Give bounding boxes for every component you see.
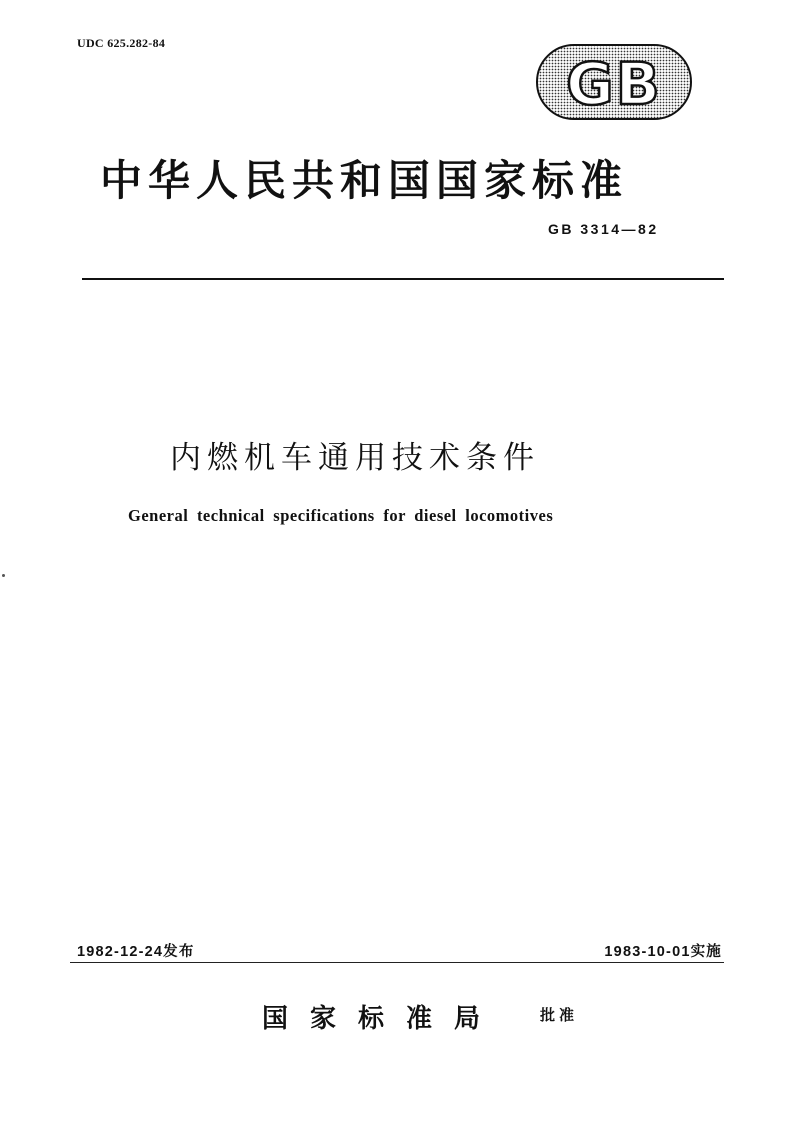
standard-number: GB 3314—82	[548, 221, 659, 237]
header-rule	[82, 278, 724, 280]
footer-rule	[70, 962, 724, 963]
gb-logo-text: GB	[566, 50, 662, 118]
issue-date: 1982-12-24发布	[77, 944, 195, 960]
implementation-date: 1983-10-01实施	[604, 944, 722, 960]
document-title-en: General technical specifications for diesel locomotives	[128, 506, 554, 525]
scan-mark	[2, 574, 5, 577]
national-standard-title: 中华人民共和国国家标准	[100, 156, 629, 205]
approval-label: 批准	[540, 1006, 579, 1024]
gb-logo	[536, 44, 692, 120]
approving-authority: 国家标准局	[262, 1004, 503, 1034]
document-title-cn: 内燃机车通用技术条件	[170, 440, 540, 476]
udc-code: UDC 625.282-84	[77, 36, 166, 50]
